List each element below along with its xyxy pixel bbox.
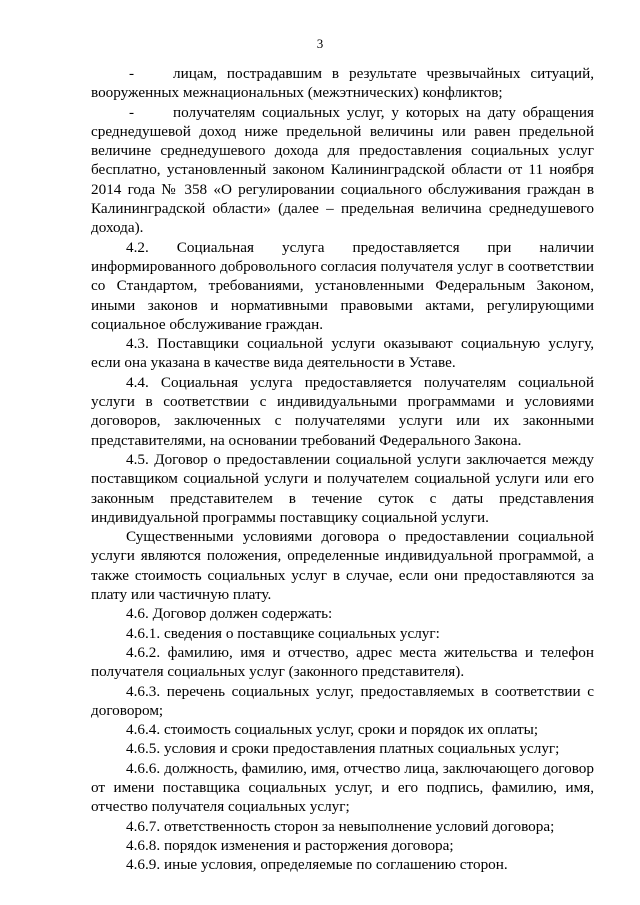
list-item-dash xyxy=(91,103,594,238)
paragraph-4-6-5: 4.6.5. условия и сроки предоставления платных социальных услуг; xyxy=(126,740,560,758)
paragraph-4-6: 4.6. Договор должен содержать: xyxy=(126,605,333,623)
paragraph-4-6-6: 4.6.6. должность, фамилию, имя, отчество лица, заключающего договор от имени поставщика социальных услуг, и его подпись, фамилию, имя, отчество получателя социальных услуг; xyxy=(91,759,594,816)
dash-marker: - xyxy=(129,65,135,82)
paragraph-4-4: 4.4. Социальная услуга предоставляется получателям социальной услуги в соответствии с индивидуальными программами и условиями договоров, заключенных с получателями услуги или их законными представителями, на основании требований Федерального Закона. xyxy=(91,373,594,449)
dash-marker: - xyxy=(129,103,135,121)
list-item-text: лицам, пострадавшим в результате чрезвычайных ситуаций, вооруженных межнациональных (межэтнических) конфликтов; xyxy=(91,65,594,102)
paragraph-4-6-3: 4.6.3. перечень социальных услуг, предоставляемых в соответствии с договором; xyxy=(91,682,594,719)
paragraph-4-6-1: 4.6.1. сведения о поставщике социальных услуг: xyxy=(126,624,440,642)
paragraph-4-6-8: 4.6.8. порядок изменения и расторжения договора; xyxy=(126,836,454,854)
paragraph-4-5: 4.5. Договор о предоставлении социальной услуги заключается между поставщиком социальной услуги и получателем социальной услуги или его законным представителем в течение суток с даты представления индивидуальной программы поставщику социальной услуги. xyxy=(91,450,594,526)
list-item-text: получателям социальных услуг, у которых на дату обращения среднедушевой доход ниже предельной величины или равен предельной величине среднедушевого дохода для предоставления социальных услуг бесплатно, установленный законом Калининградской области от 11 ноября 2014 года № 358 «О регулировании социального обслуживания граждан в Калининградской области» (далее – предельная величина среднедушевого дохода). xyxy=(91,103,594,237)
paragraph-4-6-9: 4.6.9. иные условия, определяемые по соглашению сторон. xyxy=(126,856,508,874)
list-item-dash xyxy=(91,64,594,103)
document-body xyxy=(91,64,594,874)
paragraph-4-2: 4.2. Социальная услуга предоставляется при наличии информированного добровольного согласия получателя услуг в соответствии со Стандартом, требованиями, установленными Федеральным Законом, иными законов и нормативными правовыми актами, регулирующими социальное обслуживание граждан. xyxy=(91,238,594,333)
page-number: 3 xyxy=(316,36,324,51)
paragraph-4-6-7: 4.6.7. ответственность сторон за невыполнение условий договора; xyxy=(126,817,555,835)
paragraph-essential-terms: Существенными условиями договора о предоставлении социальной услуги являются положения, определенные индивидуальной программой, а также стоимость социальных услуг в случае, если они предоставляются за плату или частичную плату. xyxy=(91,528,594,604)
paragraph-4-6-2: 4.6.2. фамилию, имя и отчество, адрес места жительства и телефон получателя социальных услуг (законного представителя). xyxy=(91,643,594,681)
paragraph-4-6-4: 4.6.4. стоимость социальных услуг, сроки и порядок их оплаты; xyxy=(126,721,539,739)
paragraph-4-3: 4.3. Поставщики социальной услуги оказывают социальную услугу, если она указана в качестве вида деятельности в Уставе. xyxy=(91,335,594,372)
